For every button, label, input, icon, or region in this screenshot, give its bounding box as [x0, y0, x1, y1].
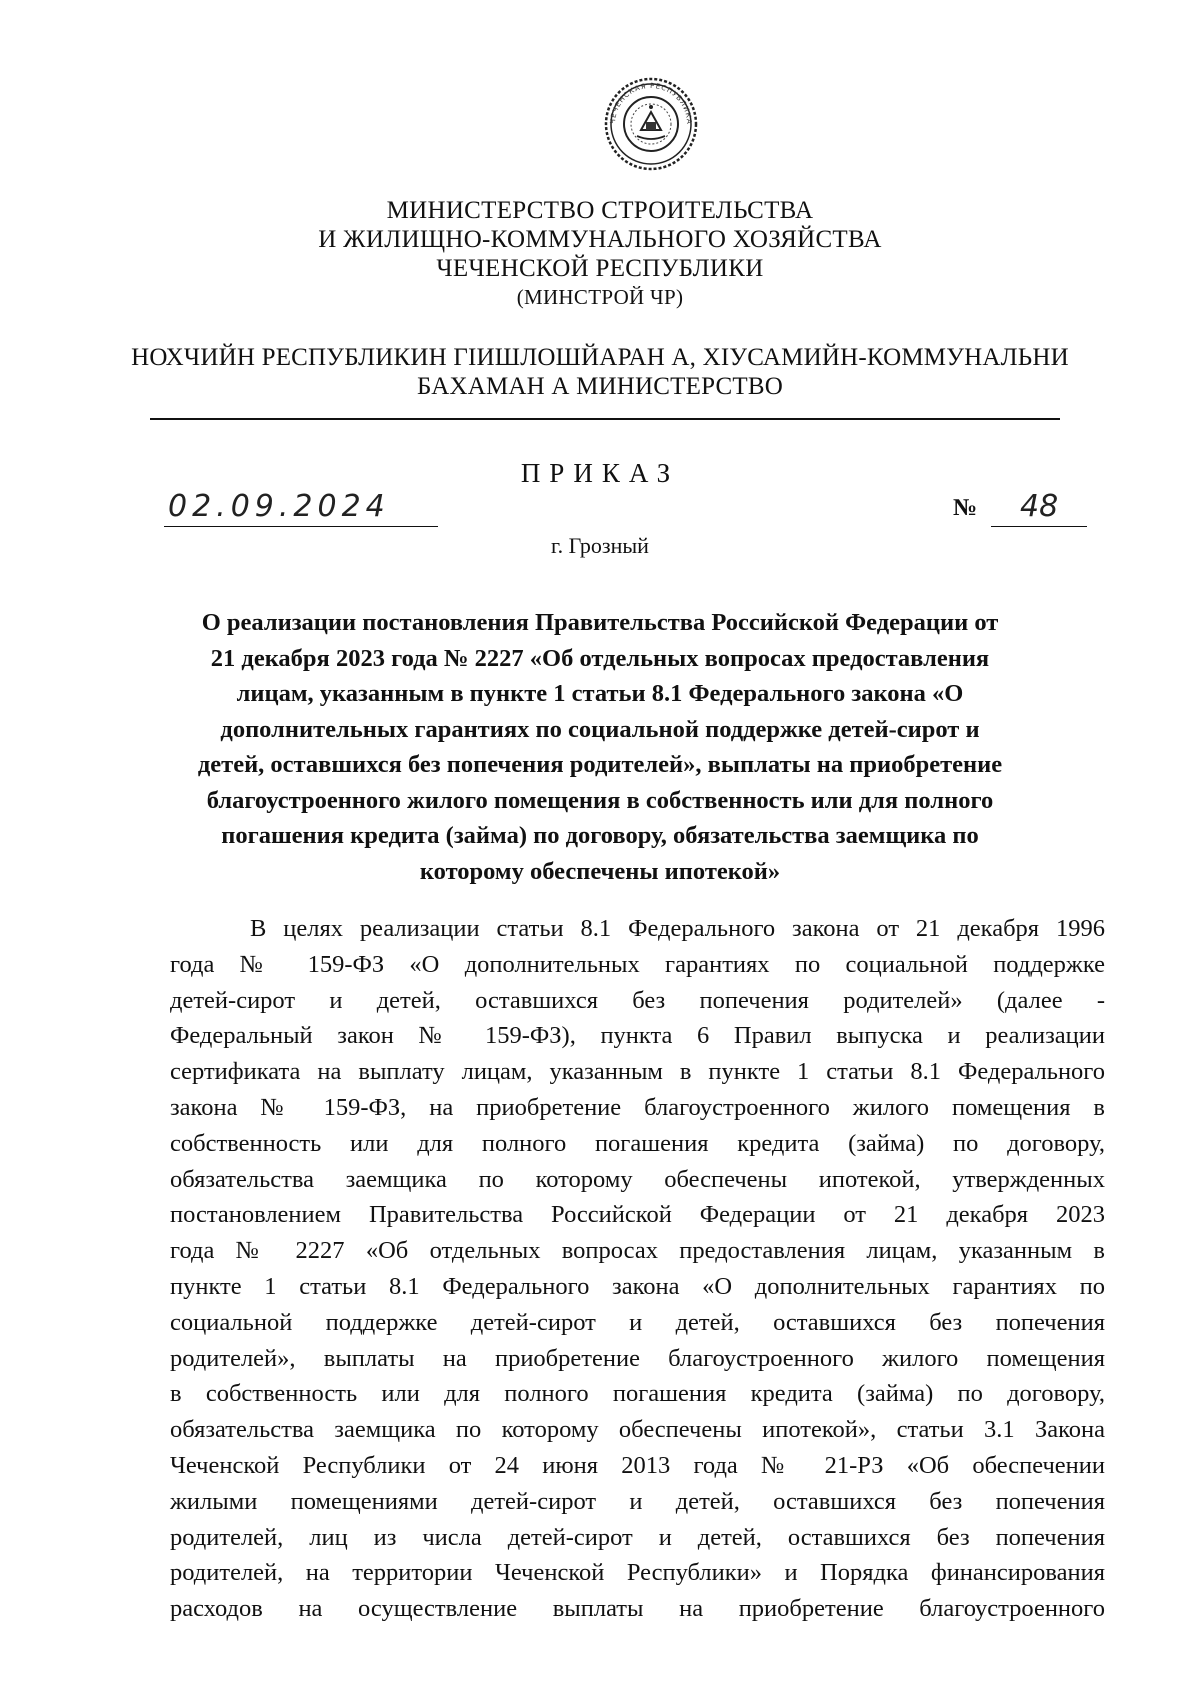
body-line: Федеральный закон № 159-ФЗ), пункта 6 Правил выпуска и реализации: [170, 1022, 1105, 1050]
number-sign: №: [953, 495, 978, 521]
body-line: социальной поддержке детей-сирот и детей, оставшихся без попечения: [170, 1308, 1105, 1336]
subject-line: лицам, указанным в пункте 1 статьи 8.1 Федерального закона «О: [236, 680, 964, 707]
body-line: постановлением Правительства Российской Федерации от 21 декабря 2023: [170, 1201, 1105, 1229]
body-line: собственность или для полного погашения кредита (займа) по договору,: [170, 1129, 1105, 1157]
emblem-inscription: ЧЕЧЕНСКАЯ РЕСПУБЛИКА: [608, 81, 694, 125]
ministry-name-chechen-line-2: БАХАМАН А МИНИСТЕРСТВО: [417, 373, 783, 400]
body-line: расходов на осуществление выплаты на приобретение благоустроенного: [170, 1595, 1105, 1623]
order-number: 48: [991, 488, 1087, 527]
ministry-name-line-3: ЧЕЧЕНСКОЙ РЕСПУБЛИКИ: [436, 255, 764, 282]
subject-line: О реализации постановления Правительства Российской Федерации от: [201, 609, 999, 636]
body-line: обязательства заемщика по которому обеспечены ипотекой, утвержденных: [170, 1165, 1105, 1193]
ministry-header-chechen: [0, 343, 1200, 401]
body-line: В целях реализации статьи 8.1 Федерального закона от 21 декабря 1996: [250, 915, 1105, 942]
ministry-header-russian: [0, 196, 1200, 312]
ministry-abbreviation: (МИНСТРОЙ ЧР): [516, 285, 684, 309]
ministry-name-line-2: И ЖИЛИЩНО-КОММУНАЛЬНОГО ХОЗЯЙСТВА: [318, 226, 882, 253]
body-line: в собственность или для полного погашения кредита (займа) по договору,: [170, 1380, 1105, 1408]
order-body: [170, 911, 1105, 1627]
body-line: жилыми помещениями детей-сирот и детей, оставшихся без попечения: [170, 1487, 1105, 1515]
ministry-name-line-1: МИНИСТЕРСТВО СТРОИТЕЛЬСТВА: [386, 197, 814, 224]
subject-line: дополнительных гарантиях по социальной поддержке детей-сирот и: [220, 715, 980, 743]
subject-line: погашения кредита (займа) по договору, обязательства заемщика по: [221, 822, 979, 849]
order-date: 02.09.2024: [164, 488, 438, 527]
order-number-field: [953, 488, 1087, 527]
body-line: сертификата на выплату лицам, указанным в пункте 1 статьи 8.1 Федерального: [170, 1058, 1105, 1086]
subject-line: детей, оставшихся без попечения родителей», выплаты на приобретение: [197, 751, 1003, 778]
body-line: родителей», выплаты на приобретение благоустроенного жилого помещения: [170, 1344, 1105, 1372]
body-line: Чеченской Республики от 24 июня 2013 года № 21-РЗ «Об обеспечении: [170, 1451, 1105, 1479]
body-line: обязательства заемщика по которому обеспечены ипотекой», статьи 3.1 Закона: [170, 1416, 1105, 1444]
order-title: ПРИКАЗ: [520, 458, 680, 488]
body-line: года № 159-ФЗ «О дополнительных гарантиях по социальной поддержке: [170, 950, 1105, 978]
subject-line: которому обеспечены ипотекой»: [419, 857, 781, 885]
header-divider: [150, 418, 1060, 420]
order-subject: [0, 605, 1200, 889]
body-line: родителей, лиц из числа детей-сирот и детей, оставшихся без попечения: [170, 1523, 1105, 1551]
subject-line: благоустроенного жилого помещения в собственность или для полного: [206, 786, 994, 814]
body-line: детей-сирот и детей, оставшихся без попечения родителей» (далее -: [170, 986, 1105, 1014]
body-line: пункте 1 статьи 8.1 Федерального закона «О дополнительных гарантиях по: [170, 1272, 1105, 1300]
ministry-name-chechen-line-1: НОХЧИЙН РЕСПУБЛИКИН ГІИШЛОШЙАРАН А, ХІУСАМИЙН-КОММУНАЛЬНИ: [131, 344, 1069, 371]
body-line: родителей, на территории Чеченской Республики» и Порядка финансирования: [170, 1559, 1105, 1587]
body-line: года № 2227 «Об отдельных вопросах предоставления лицам, указанным в: [170, 1237, 1105, 1265]
coat-of-arms-icon: [603, 76, 699, 172]
city: г. Грозный: [551, 533, 649, 558]
body-line: закона № 159-ФЗ, на приобретение благоустроенного жилого помещения в: [170, 1093, 1105, 1121]
subject-line: 21 декабря 2023 года № 2227 «Об отдельных вопросах предоставления: [210, 644, 990, 672]
